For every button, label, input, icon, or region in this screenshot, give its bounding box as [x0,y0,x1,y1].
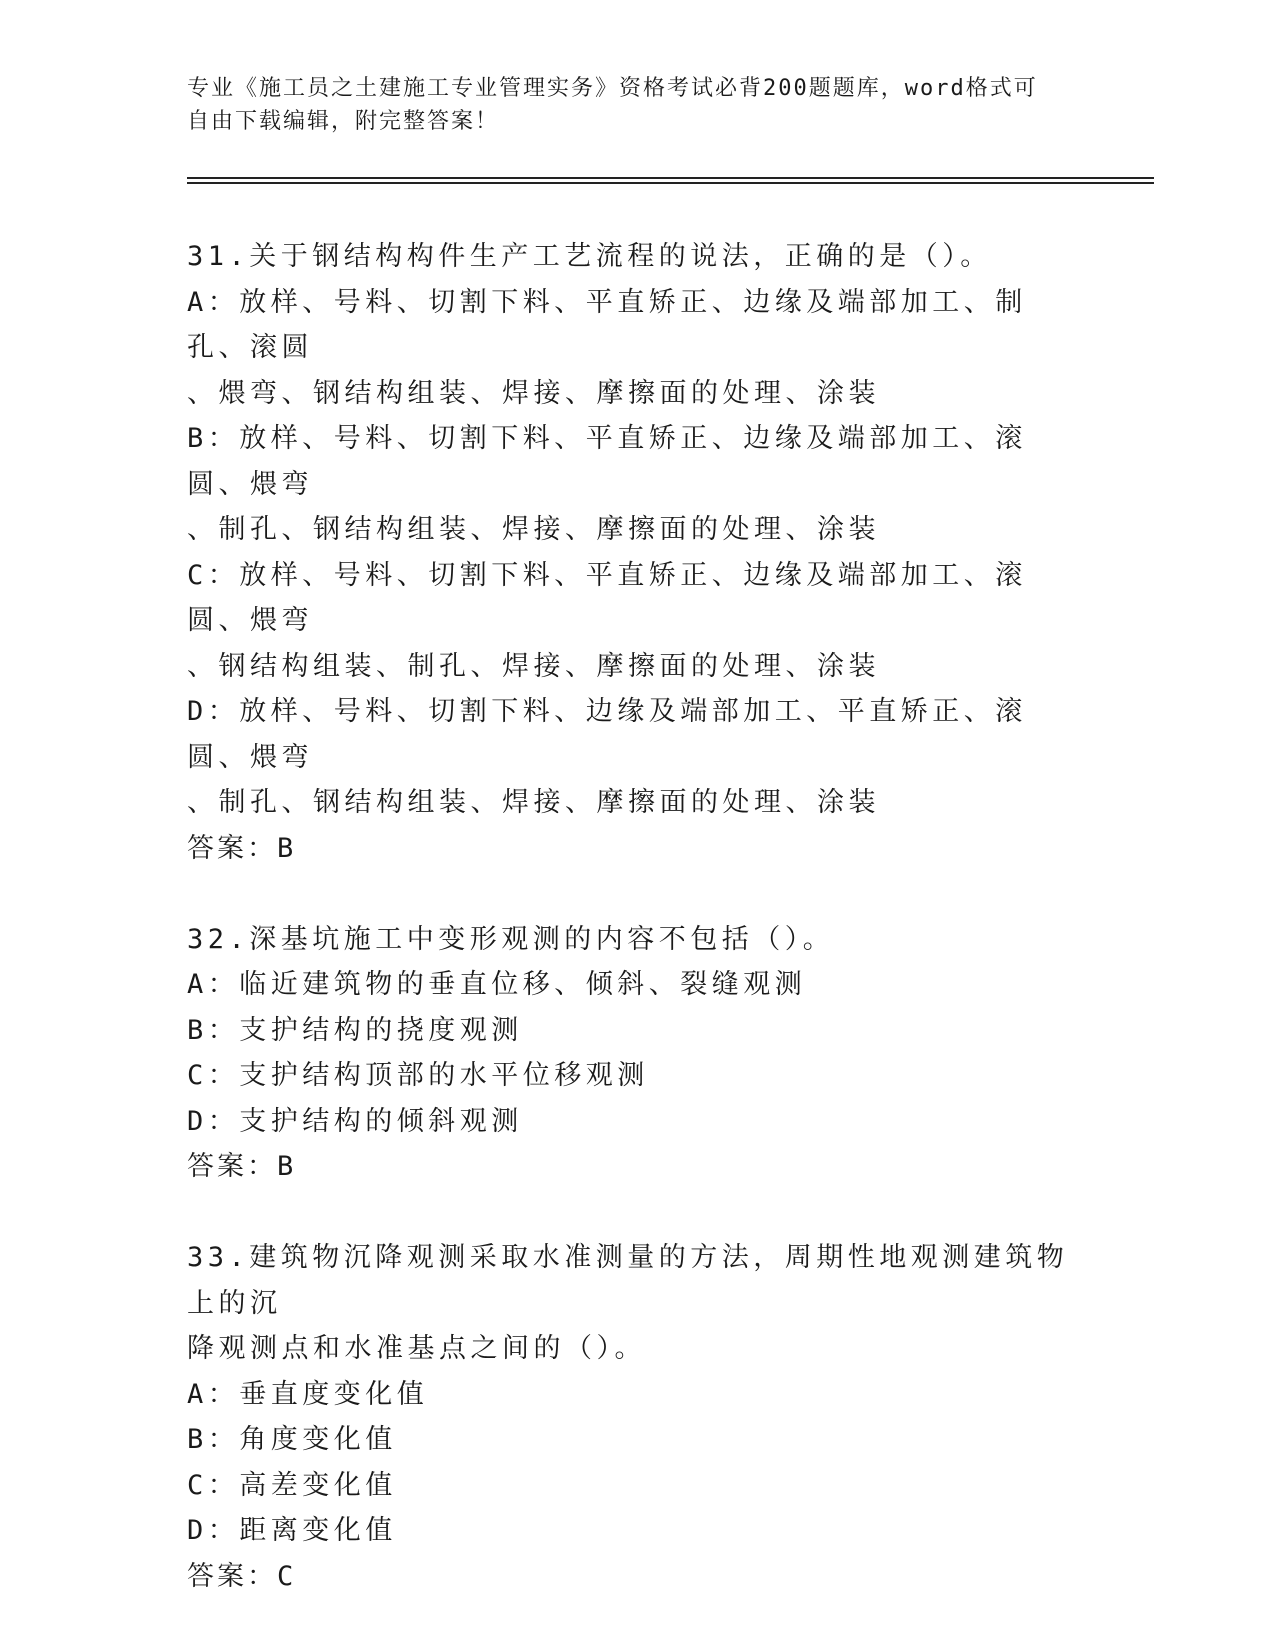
option-b-line-2: 、制孔、钢结构组装、焊接、摩擦面的处理、涂装 [187,514,880,545]
option-c: C：高差变化值 [187,1469,397,1501]
option-c-line-1: C：放样、号料、切割下料、平直矫正、边缘及端部加工、滚圆、煨弯 [187,559,1027,636]
option-b-line-1: B：放样、号料、切割下料、平直矫正、边缘及端部加工、滚圆、煨弯 [187,423,1027,500]
option-d-line-2: 、制孔、钢结构组装、焊接、摩擦面的处理、涂装 [187,787,880,818]
option-a-line-2: 、煨弯、钢结构组装、焊接、摩擦面的处理、涂装 [187,377,880,409]
option-b: B：角度变化值 [187,1424,397,1455]
header-divider-top [187,177,1154,179]
option-c: C：支护结构顶部的水平位移观测 [187,1060,649,1091]
option-b: B：支护结构的挠度观测 [187,1014,523,1046]
answer: 答案：B [187,832,297,864]
header-line-2: 自由下载编辑，附完整答案！ [187,109,500,134]
question-stem: 32.深基坑施工中变形观测的内容不包括（）。 [187,923,835,955]
header-line-1: 专业《施工员之土建施工专业管理实务》资格考试必背200题题库，word格式可 [187,76,1038,101]
question-list [187,234,1087,1599]
document-header [187,72,1087,138]
question-31 [187,234,1087,871]
option-a: A：垂直度变化值 [187,1378,429,1410]
option-a: A：临近建筑物的垂直位移、倾斜、裂缝观测 [187,969,807,1000]
option-c-line-2: 、钢结构组装、制孔、焊接、摩擦面的处理、涂装 [187,650,880,682]
question-stem-line-2: 降观测点和水准基点之间的（）。 [187,1333,646,1364]
answer: 答案：C [187,1560,297,1592]
question-stem: 31.关于钢结构构件生产工艺流程的说法，正确的是（）。 [187,241,992,272]
answer: 答案：B [187,1151,297,1182]
question-32 [187,917,1087,1190]
question-stem-line-1: 33.建筑物沉降观测采取水准测量的方法，周期性地观测建筑物上的沉 [187,1242,1069,1319]
header-divider-bottom [187,182,1154,184]
option-d: D：距离变化值 [187,1515,397,1546]
option-a-line-1: A：放样、号料、切割下料、平直矫正、边缘及端部加工、制孔、滚圆 [187,286,1027,363]
option-d-line-1: D：放样、号料、切割下料、边缘及端部加工、平直矫正、滚圆、煨弯 [187,696,1027,773]
question-33 [187,1235,1087,1599]
option-d: D：支护结构的倾斜观测 [187,1105,523,1137]
